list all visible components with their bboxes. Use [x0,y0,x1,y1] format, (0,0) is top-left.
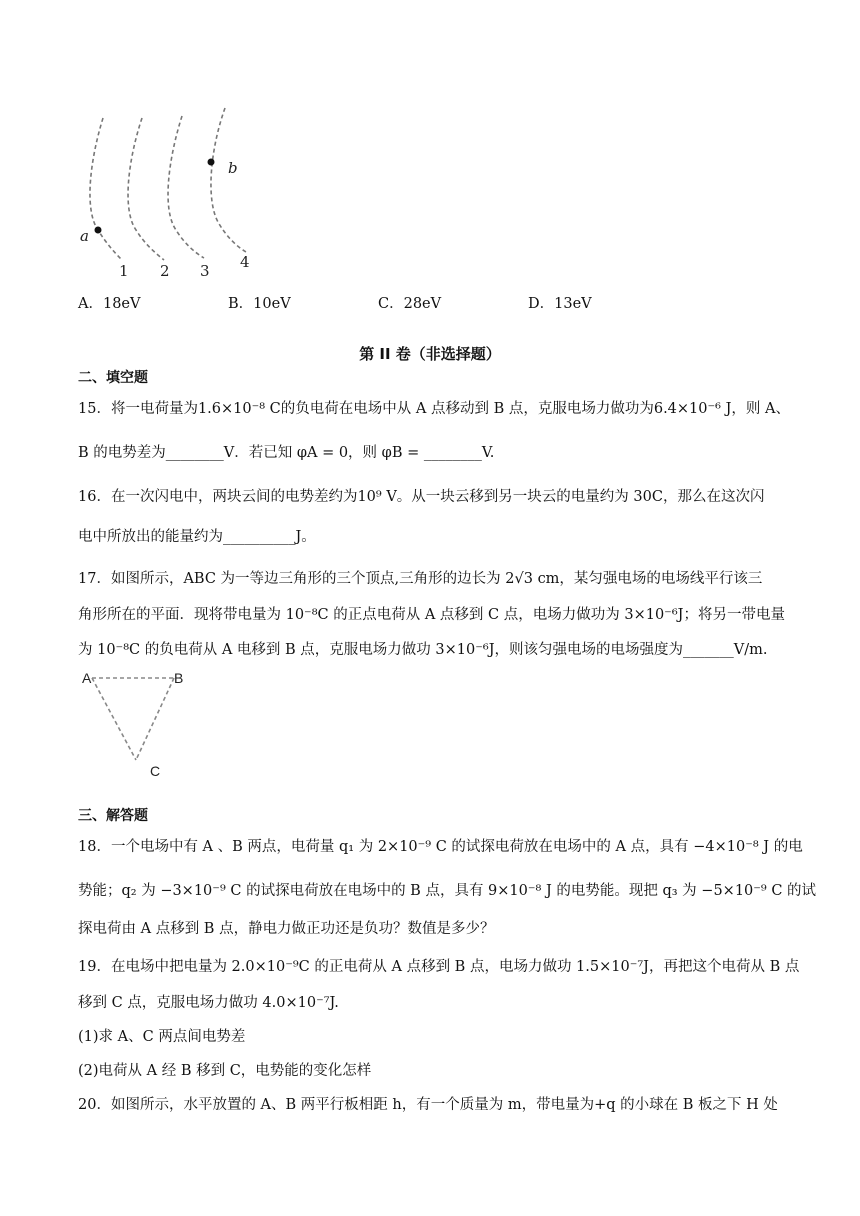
q16-line-2: 电中所放出的能量约为__________J。 [78,529,316,545]
equipotential-figure [70,100,270,280]
q16-line-1: 16．在一次闪电中，两块云间的电势差约为10⁹ V。从一块云移到另一块云的电量约为 30C，那么在这次闪 [78,489,765,505]
option-d: D．13eV [528,296,592,312]
side-bc [136,678,174,760]
point-a [95,227,102,234]
q19-line-1: 19．在电场中把电量为 2.0×10⁻⁹C 的正电荷从 A 点移到 B 点，电场力做功 1.5×10⁻⁷J，再把这个电荷从 B 点 [78,959,800,975]
q20-line-1: 20．如图所示，水平放置的 A、B 两平行板相距 h，有一个质量为 m，带电量为+q 的小球在 B 板之下 H 处 [78,1097,778,1113]
q18-line-2: 势能；q₂ 为 −3×10⁻⁹ C 的试探电荷放在电场中的 B 点，具有 9×10⁻⁸ J 的电势能。现把 q₃ 为 −5×10⁻⁹ C 的试 [78,883,817,899]
q18-line-1: 18．一个电场中有 A 、B 两点，电荷量 q₁ 为 2×10⁻⁹ C 的试探电荷放在电场中的 A 点，具有 −4×10⁻⁸ J 的电 [78,839,803,855]
line-label-2: 2 [160,262,170,280]
equipotential-line-4 [211,108,246,252]
equipotential-line-2 [128,118,164,260]
line-label-3: 3 [200,262,210,280]
option-b: B．10eV [228,296,291,312]
line-label-4: 4 [240,253,250,271]
q17-line-2: 角形所在的平面．现将带电量为 10⁻⁸C 的正点电荷从 A 点移到 C 点，电场力做功为 3×10⁻⁶J；将另一带电量 [78,607,785,623]
option-c: C．28eV [378,296,442,312]
label-b: b [228,159,238,177]
triangle-figure [80,668,200,780]
vertex-c: C [150,763,161,779]
label-a: a [80,227,89,245]
section-fill-heading: 二、填空题 [78,370,148,386]
q18-line-3: 探电荷由 A 点移到 B 点，静电力做正功还是负功？数值是多少？ [78,921,495,937]
q19-line-4: (2)电荷从 A 经 B 移到 C，电势能的变化怎样 [78,1063,372,1079]
part2-title: 第 II 卷（非选择题） [359,345,501,363]
option-a: A．18eV [78,296,141,312]
line-label-1: 1 [119,262,129,280]
equipotential-line-3 [168,116,204,258]
side-ac [92,678,136,760]
q15-line-2: B 的电势差为________V．若已知 φA = 0，则 φB = ________V. [78,445,495,461]
q19-line-3: (1)求 A、C 两点间电势差 [78,1029,246,1045]
q19-line-2: 移到 C 点，克服电场力做功 4.0×10⁻⁷J. [78,995,339,1011]
q17-line-3: 为 10⁻⁸C 的负电荷从 A 电移到 B 点，克服电场力做功 3×10⁻⁶J，则该匀强电场的电场强度为_______V/m. [78,642,768,658]
q15-line-1: 15．将一电荷量为1.6×10⁻⁸ C的负电荷在电场中从 A 点移动到 B 点，克服电场力做功为6.4×10⁻⁶ J，则 A、 [78,401,790,417]
vertex-a: A [82,670,92,686]
equipotential-line-1 [90,118,122,260]
point-b [208,159,215,166]
q17-line-1: 17．如图所示，ABC 为一等边三角形的三个顶点,三角形的边长为 2√3 cm，某匀强电场的电场线平行该三 [78,571,763,587]
vertex-b: B [174,670,184,686]
section-answer-heading: 三、解答题 [78,808,148,824]
